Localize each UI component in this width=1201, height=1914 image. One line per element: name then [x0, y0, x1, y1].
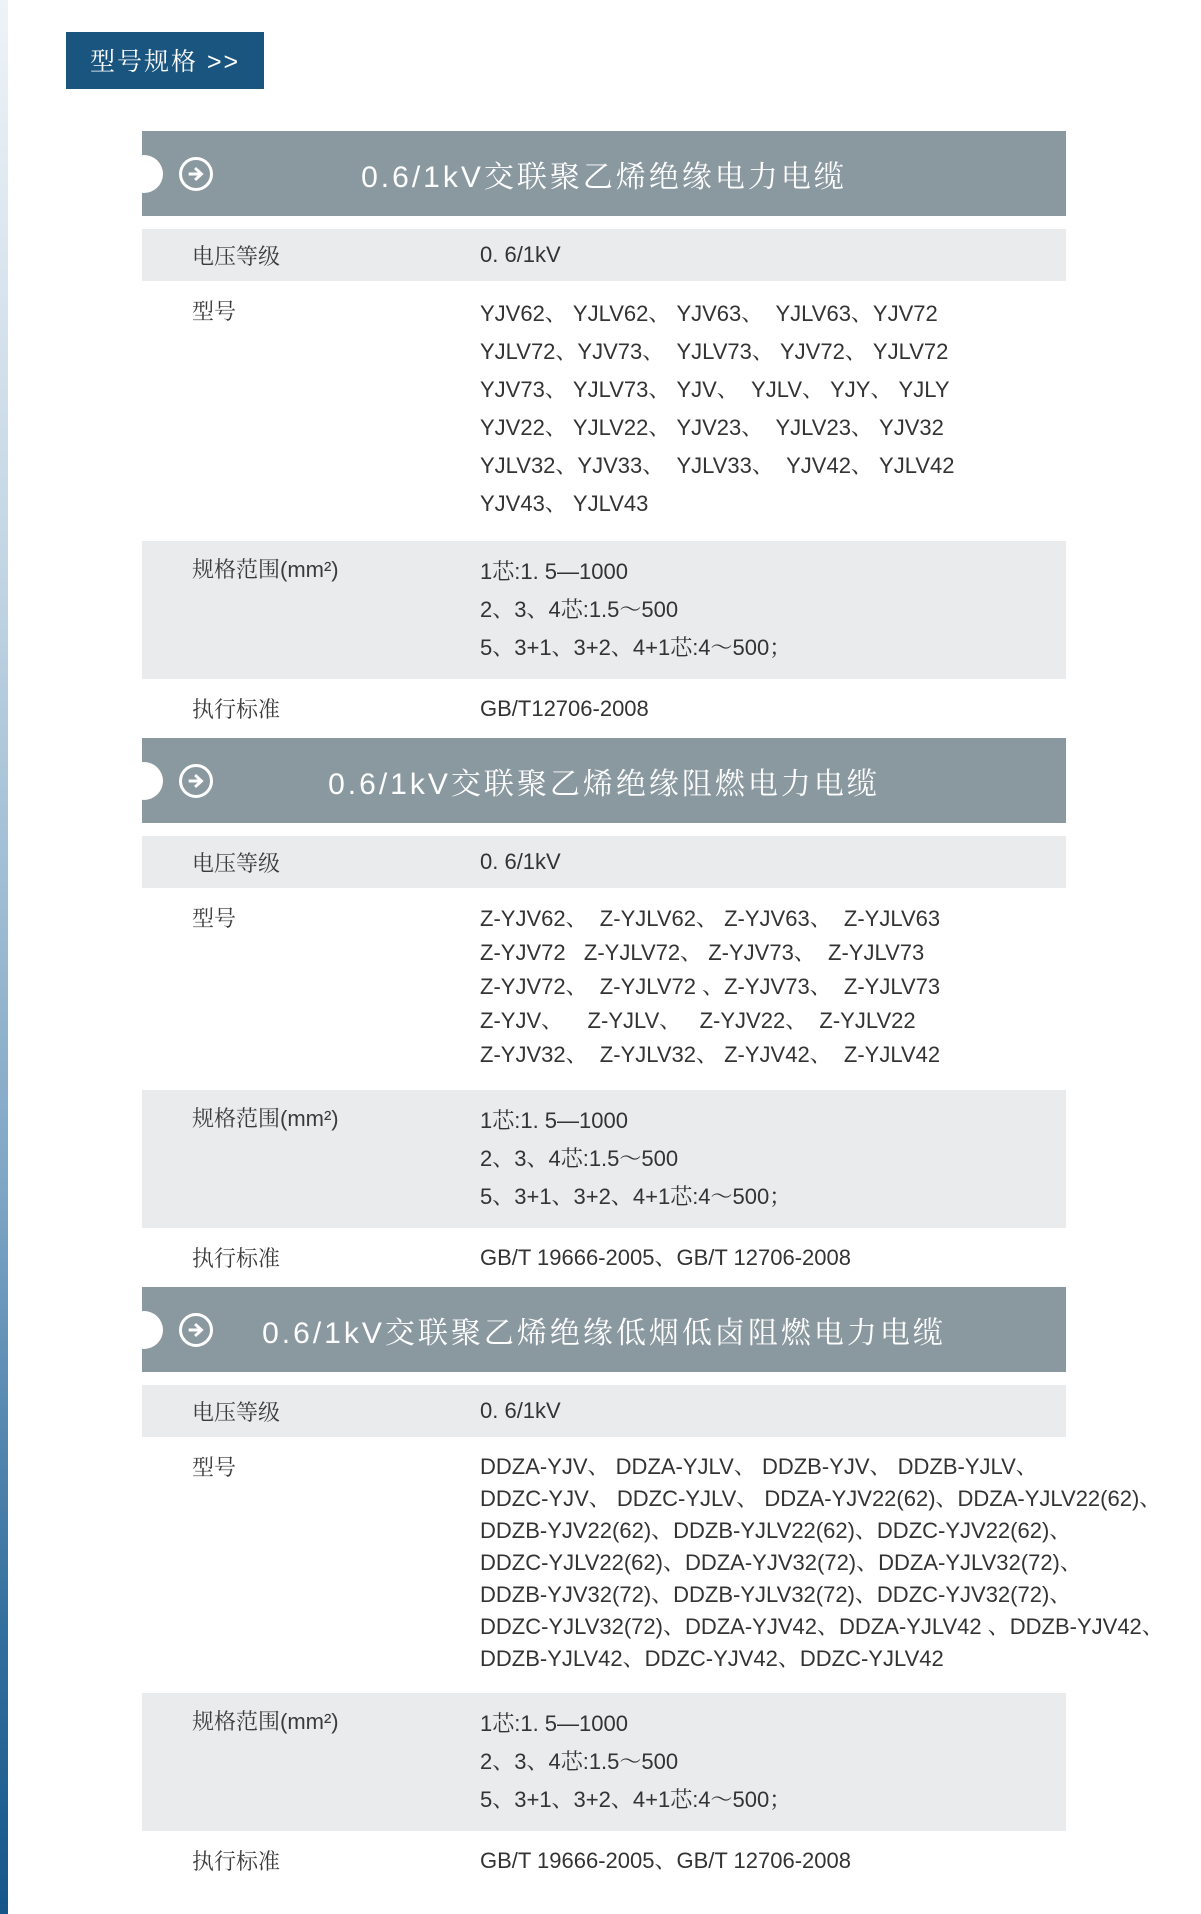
model-line: YJV43、 YJLV43 — [480, 491, 649, 516]
model-list — [480, 902, 1066, 1072]
section-low-smoke-halogen-cable — [142, 1287, 1164, 1890]
model-line: DDZB-YJV32(72)、DDZB-YJLV32(72)、DDZC-YJV32(72)、 — [480, 1582, 1072, 1607]
spec-range-list — [480, 1102, 1066, 1216]
spec-line: 5、3+1、3+2、4+1芯:4～500； — [480, 1787, 792, 1812]
model-list — [480, 295, 1066, 523]
model-line: DDZC-YJV、 DDZC-YJLV、 DDZA-YJV22(62)、DDZA-YJLV22(62)、 — [480, 1486, 1162, 1511]
page-title: 型号规格 >> — [66, 32, 264, 89]
left-gradient-strip — [0, 0, 8, 1914]
spec-line: 5、3+1、3+2、4+1芯:4～500； — [480, 635, 792, 660]
section-xlpe-cable — [142, 131, 1066, 738]
voltage-value: 0. 6/1kV — [480, 849, 561, 874]
model-line: DDZA-YJV、 DDZA-YJLV、 DDZB-YJV、 DDZB-YJLV、 — [480, 1454, 1038, 1479]
model-line: YJLV72、YJV73、 YJLV73、 YJV72、 YJLV72 — [480, 339, 949, 364]
standard-label: 执行标准 — [192, 697, 281, 722]
model-label: 型号 — [192, 1455, 237, 1480]
model-line: YJV73、 YJLV73、 YJV、 YJLV、 YJY、 YJLY — [480, 377, 950, 402]
spec-line: 5、3+1、3+2、4+1芯:4～500； — [480, 1184, 792, 1209]
spec-line: 1芯:1. 5—1000 — [480, 559, 628, 584]
voltage-label: 电压等级 — [192, 850, 281, 876]
spec-range-list — [480, 553, 1066, 667]
voltage-row — [142, 1385, 1066, 1437]
circle-arrow-icon — [179, 764, 213, 798]
model-line: YJLV32、YJV33、 YJLV33、 YJV42、 YJLV42 — [480, 453, 955, 478]
spec-line: 2、3、4芯:1.5～500 — [480, 1146, 679, 1171]
model-line: DDZB-YJV22(62)、DDZB-YJLV22(62)、DDZC-YJV22(62)、 — [480, 1518, 1072, 1543]
section-title: 0.6/1kV交联聚乙烯绝缘阻燃电力电缆 — [328, 767, 880, 801]
model-list — [480, 1451, 1164, 1675]
spec-range-label: 规格范围(mm²) — [192, 1709, 339, 1734]
half-circle-icon — [125, 762, 163, 800]
standard-row — [142, 1228, 1066, 1287]
half-circle-icon — [125, 155, 163, 193]
circle-arrow-icon — [179, 157, 213, 191]
model-line: DDZC-YJLV22(62)、DDZA-YJV32(72)、DDZA-YJLV32(72)、 — [480, 1550, 1082, 1575]
catalog-content — [142, 131, 1164, 1890]
standard-value: GB/T 19666-2005、GB/T 12706-2008 — [480, 1847, 851, 1873]
model-line: DDZC-YJLV32(72)、DDZA-YJV42、DDZA-YJLV42 、DDZB-YJV42、 — [480, 1614, 1164, 1639]
standard-value: GB/T12706-2008 — [480, 695, 649, 721]
voltage-value: 0. 6/1kV — [480, 242, 561, 267]
standard-row — [142, 679, 1066, 738]
standard-row — [142, 1831, 1066, 1890]
spec-line: 1芯:1. 5—1000 — [480, 1711, 628, 1736]
model-line: Z-YJV62、 Z-YJLV62、 Z-YJV63、 Z-YJLV63 — [480, 906, 941, 931]
model-line: Z-YJV32、 Z-YJLV32、 Z-YJV42、 Z-YJLV42 — [480, 1042, 941, 1067]
standard-value: GB/T 19666-2005、GB/T 12706-2008 — [480, 1244, 851, 1270]
model-line: YJV62、 YJLV62、 YJV63、 YJLV63、YJV72 — [480, 301, 938, 326]
voltage-row — [142, 836, 1066, 888]
spec-range-list — [480, 1705, 1066, 1819]
voltage-value: 0. 6/1kV — [480, 1398, 561, 1423]
model-row — [142, 1437, 1164, 1683]
standard-label: 执行标准 — [192, 1849, 281, 1874]
spec-line: 1芯:1. 5—1000 — [480, 1108, 628, 1133]
model-label: 型号 — [192, 299, 237, 324]
section-header-bar — [142, 131, 1066, 216]
model-row — [142, 281, 1066, 531]
spec-range-row — [142, 1090, 1066, 1228]
section-flame-retardant-cable — [142, 738, 1066, 1287]
circle-arrow-icon — [179, 1313, 213, 1347]
section-header-bar — [142, 738, 1066, 823]
spec-range-row — [142, 1693, 1066, 1831]
model-line: Z-YJV72、 Z-YJLV72 、Z-YJV73、 Z-YJLV73 — [480, 974, 941, 999]
model-line: Z-YJV、 Z-YJLV、 Z-YJV22、 Z-YJLV22 — [480, 1008, 916, 1033]
model-line: YJV22、 YJLV22、 YJV23、 YJLV23、 YJV32 — [480, 415, 944, 440]
spec-range-label: 规格范围(mm²) — [192, 557, 339, 582]
model-line: DDZB-YJLV42、DDZC-YJV42、DDZC-YJLV42 — [480, 1646, 944, 1671]
model-row — [142, 888, 1066, 1080]
half-circle-icon — [125, 1311, 163, 1349]
section-header-bar — [142, 1287, 1066, 1372]
spec-range-row — [142, 541, 1066, 679]
spec-line: 2、3、4芯:1.5～500 — [480, 597, 679, 622]
voltage-row — [142, 229, 1066, 281]
voltage-label: 电压等级 — [192, 243, 281, 269]
spec-line: 2、3、4芯:1.5～500 — [480, 1749, 679, 1774]
section-title: 0.6/1kV交联聚乙烯绝缘低烟低卤阻燃电力电缆 — [262, 1316, 946, 1350]
model-label: 型号 — [192, 906, 237, 931]
standard-label: 执行标准 — [192, 1246, 281, 1271]
voltage-label: 电压等级 — [192, 1399, 281, 1425]
section-title: 0.6/1kV交联聚乙烯绝缘电力电缆 — [361, 160, 847, 194]
model-line: Z-YJV72 Z-YJLV72、 Z-YJV73、 Z-YJLV73 — [480, 940, 925, 965]
spec-range-label: 规格范围(mm²) — [192, 1106, 339, 1131]
